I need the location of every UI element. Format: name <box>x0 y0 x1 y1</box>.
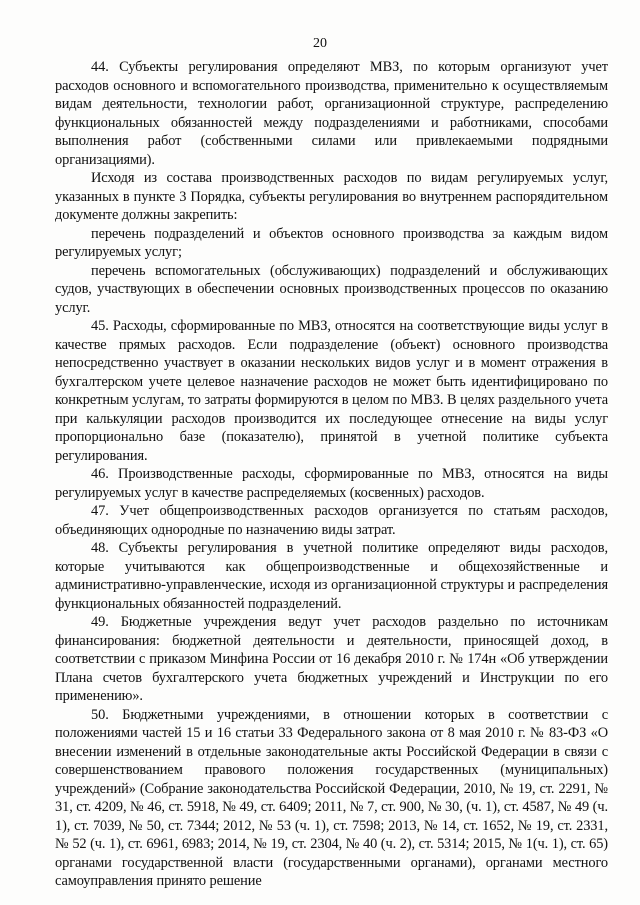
page-number: 20 <box>313 36 327 51</box>
paragraph-production-expenses-intro: Исходя из состава производственных расходов по видам регулируемых услуг, указанных в пункте 3 Порядка, субъекты регулирования во внутреннем распорядительном документе должны закрепить: <box>55 170 608 223</box>
paragraph-auxiliary-units-list: перечень вспомогательных (обслуживающих) подразделений и обслуживающих судов, участвующих в обеспечении основных производственных процессов по оказанию услуг. <box>55 262 608 316</box>
paragraph-48: 48. Субъекты регулирования в учетной политике определяют виды расходов, которые учитываются как общепроизводственные и общехозяйственные и административно-управленческие, исходя из организационной структуры и распределения функциональных обязанностей подразделений. <box>55 540 608 612</box>
paragraph-44: 44. Субъекты регулирования определяют МВЗ, по которым организуют учет расходов основного и вспомогательного производства, применительно к осуществляемым видам деятельности, технологии работ, организационной структуре, распределению функциональных обязанностей между подразделениями и работниками, способами выполнения работ (собственными силами или привлекаемыми подрядными организациями). <box>55 59 608 168</box>
paragraph-46: 46. Производственные расходы, сформированные по МВЗ, относятся на виды регулируемых услуг в качестве распределяемых (косвенных) расходов. <box>55 466 608 501</box>
body-text <box>55 58 608 891</box>
paragraph-main-production-list: перечень подразделений и объектов основного производства за каждым видом регулируемых услуг; <box>55 225 608 260</box>
paragraph-47: 47. Учет общепроизводственных расходов организуется по статьям расходов, объединяющих однородные по назначению виды затрат. <box>55 503 608 538</box>
paragraph-45: 45. Расходы, сформированные по МВЗ, относятся на соответствующие виды услуг в качестве прямых расходов. Если подразделение (объект) основного производства непосредственно участвует в оказании нескольких видов услуг и в момент отражения в бухгалтерском учете целевое назначение расходов не может быть идентифицировано по конкретным услугам, то затраты формируются в целом по МВЗ. В целях раздельного учета при калькуляции расходов производится их последующее отнесение на виды услуг пропорционально базе (показателю), принятой в учетной политике субъекта регулирования. <box>55 318 608 464</box>
paragraph-49: 49. Бюджетные учреждения ведут учет расходов раздельно по источникам финансирования: бюджетной деятельности и деятельности, приносящей доход, в соответствии с приказом Минфина России от 16 декабря 2010 г. № 174н «Об утверждении Плана счетов бухгалтерского учета бюджетных учреждений и Инструкции по его применению». <box>55 614 608 704</box>
paragraph-50: 50. Бюджетными учреждениями, в отношении которых в соответствии с положениями частей 15 и 16 статьи 33 Федерального закона от 8 мая 2010 г. № 83-ФЗ «О внесении изменений в отдельные законодательные акты Российской Федерации в связи с совершенствованием правового положения государственных (муниципальных) учреждений» (Собрание законодательства Российской Федерации, 2010, № 19, ст. 2291, № 31, ст. 4209, № 46, ст. 5918, № 49, ст. 6409; 2011, № 7, ст. 900, № 30, (ч. 1), ст. 4587, № 49 (ч. 1), ст. 7039, № 50, ст. 7344; 2012, № 53 (ч. 1), ст. 7598; 2013, № 14, ст. 1652, № 19, ст. 2331, № 52 (ч. 1), ст. 6961, 6983; 2014, № 19, ст. 2304, № 40 (ч. 2), ст. 5314; 2015, № 1(ч. 1), ст. 65) органами государственной власти (государственными органами), органами местного самоуправления принято решение <box>55 706 608 889</box>
